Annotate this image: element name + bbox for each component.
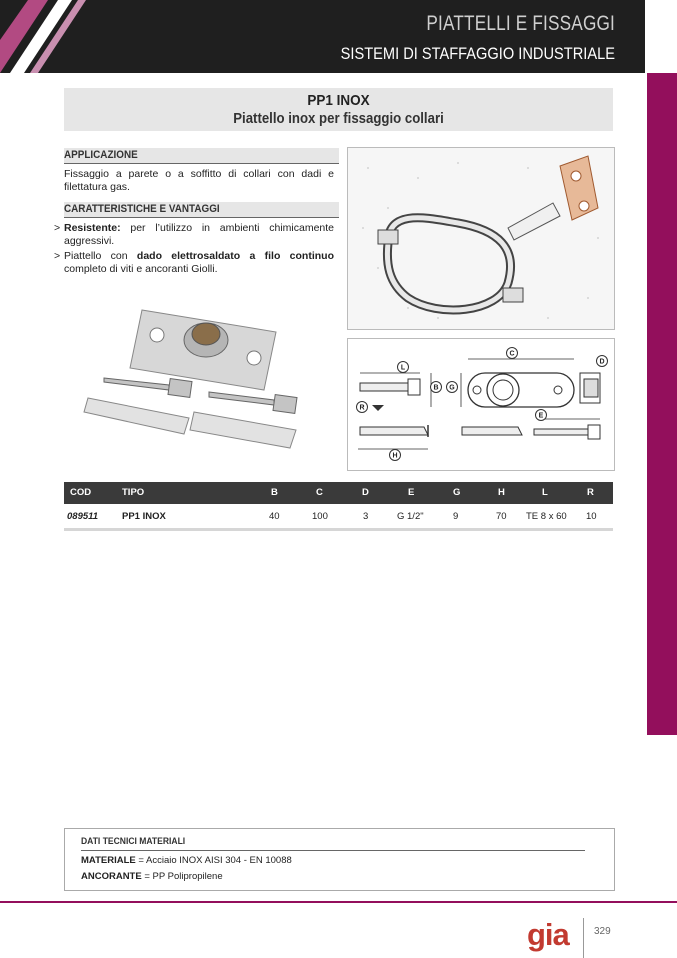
feature-marker-2: > [54, 250, 61, 262]
col-g: G [453, 487, 461, 498]
cell-c: 100 [312, 511, 328, 522]
side-accent-bar [647, 73, 677, 735]
header-subcategory: SISTEMI DI STAFFAGGIO INDUSTRIALE [340, 44, 615, 63]
footer-line [0, 901, 677, 903]
tech-anchor: ANCORANTE = PP Polipropilene [81, 871, 223, 882]
cell-tipo: PP1 INOX [122, 511, 166, 522]
feature-marker-1: > [54, 222, 61, 234]
brand-logo: gia [527, 917, 569, 952]
col-h: H [498, 487, 505, 498]
col-tipo: TIPO [122, 487, 145, 498]
product-drawing [347, 147, 615, 330]
table-header [64, 482, 613, 504]
dim-label-e: E [538, 412, 544, 420]
tech-data-box [64, 828, 615, 891]
cell-l: TE 8 x 60 [526, 511, 567, 522]
col-e: E [408, 487, 415, 498]
dim-label-g: G [449, 384, 455, 392]
table-row [64, 506, 613, 531]
feature-item-2: Piattello con dado elettrosaldato a filo continuo completo di viti e ancoranti Giolli. [64, 250, 334, 275]
col-cod: COD [70, 487, 92, 498]
dim-label-b: B [433, 384, 439, 392]
cell-r: 10 [586, 511, 597, 522]
cell-e: G 1/2" [397, 511, 424, 522]
tech-material: MATERIALE = Acciaio INOX AISI 304 - EN 10088 [81, 855, 292, 866]
product-title-box [64, 88, 613, 131]
cell-d: 3 [363, 511, 369, 522]
product-name: PP1 INOX [307, 92, 370, 109]
cell-h: 70 [496, 511, 507, 522]
col-c: C [316, 487, 323, 498]
features-heading: CARATTERISTICHE E VANTAGGI [64, 202, 339, 218]
col-l: L [542, 487, 548, 498]
product-photo [64, 290, 329, 470]
tech-heading: DATI TECNICI MATERIALI [81, 836, 585, 851]
dim-label-l: L [400, 364, 406, 372]
cell-b: 40 [269, 511, 280, 522]
cell-cod: 089511 [67, 511, 98, 522]
cell-g: 9 [453, 511, 459, 522]
application-text: Fissaggio a parete o a soffitto di collari con dadi e filettatura gas. [64, 168, 334, 193]
dim-label-r: R [359, 404, 365, 412]
header-gap [645, 0, 677, 73]
page-number: 329 [594, 926, 611, 937]
dim-label-h: H [392, 452, 398, 460]
header-category: PIATTELLI E FISSAGGI [426, 12, 615, 35]
dim-label-c: C [509, 350, 515, 358]
col-r: R [587, 487, 594, 498]
dim-label-d: D [599, 358, 605, 366]
product-description: Piattello inox per fissaggio collari [233, 110, 444, 127]
header-stripes-decoration [0, 0, 90, 73]
technical-diagram [347, 338, 615, 471]
feature-item-1: Resistente: per l’utilizzo in ambienti chimicamente aggressivi. [64, 222, 334, 247]
col-b: B [271, 487, 278, 498]
page-header [0, 0, 677, 73]
col-d: D [362, 487, 369, 498]
application-heading: APPLICAZIONE [64, 148, 339, 164]
footer-divider [583, 918, 584, 958]
